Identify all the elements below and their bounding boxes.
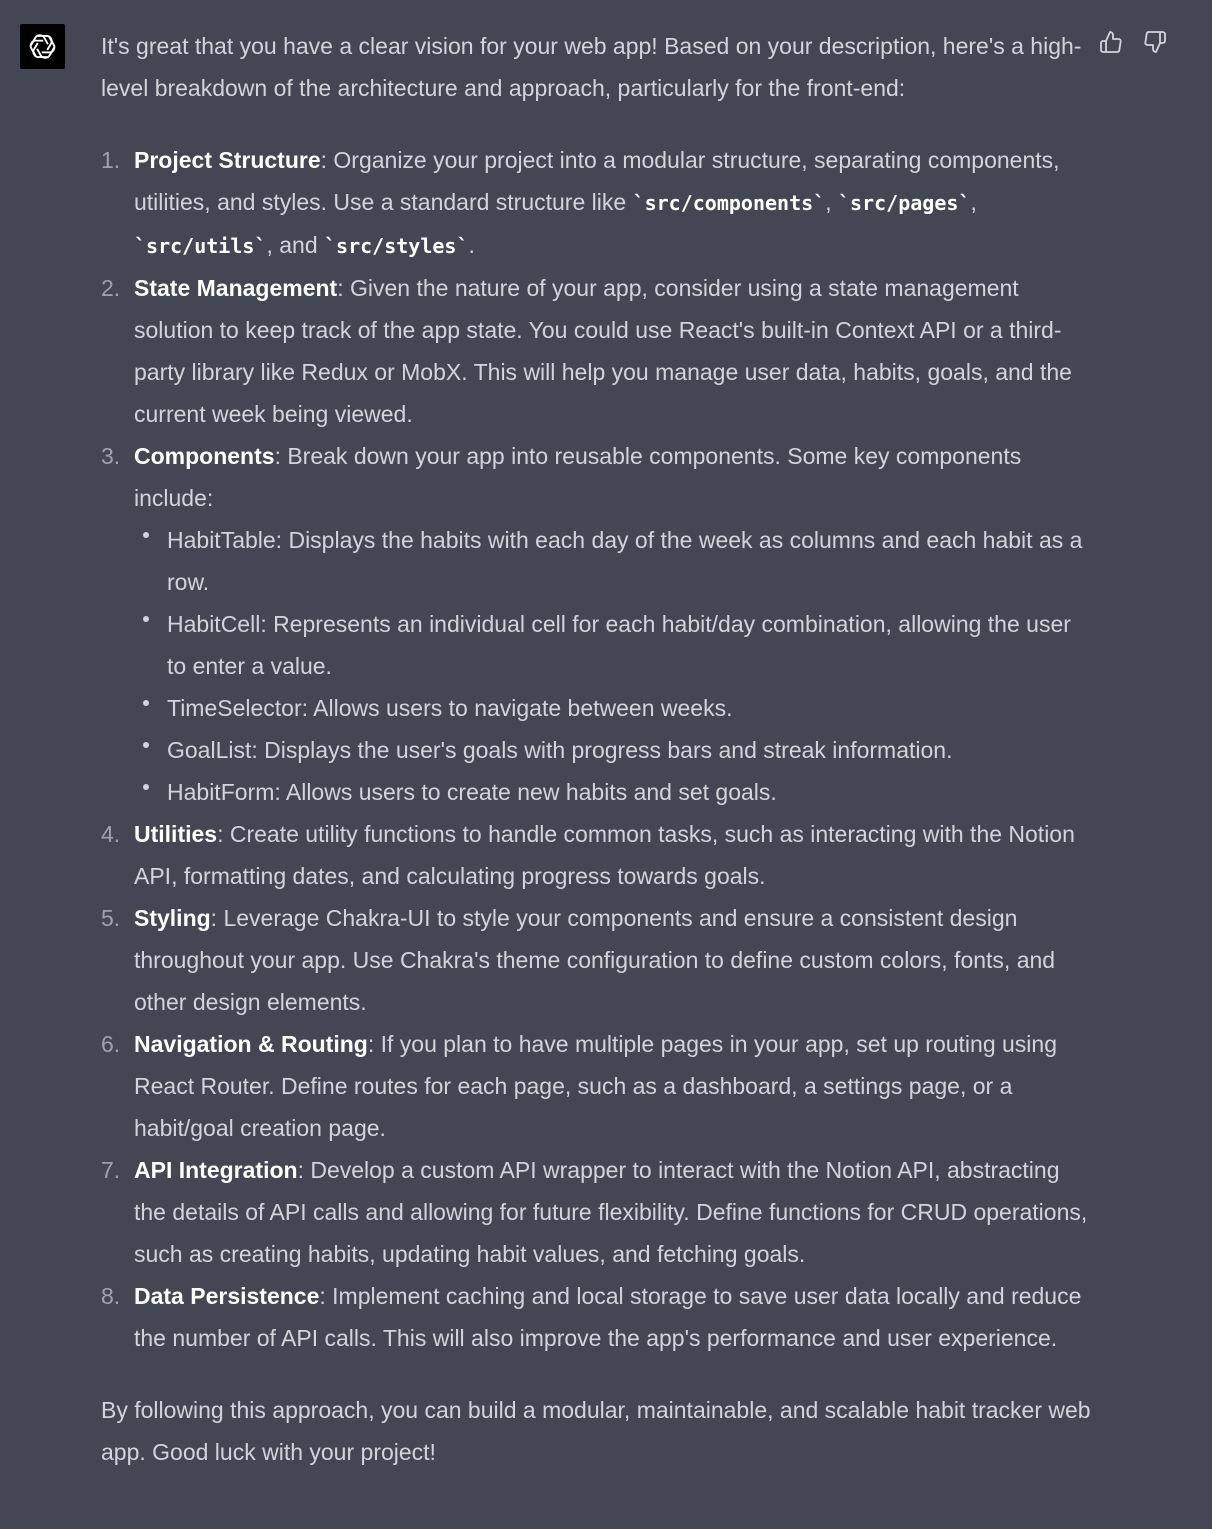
step-title: Utilities [134, 821, 218, 847]
inline-code: `src/styles` [324, 234, 469, 258]
thumbs-down-button[interactable] [1141, 28, 1169, 56]
inline-code: `src/pages` [838, 191, 971, 215]
step-text: , [970, 189, 977, 215]
step-text: , [825, 189, 838, 215]
step-text: : Create utility functions to handle common tasks, such as interacting with the Notion API, formatting dates, and calculating progress towards goals. [134, 821, 1075, 889]
step-title: Components [134, 443, 275, 469]
step-title: Styling [134, 905, 211, 931]
step-text: : Organize your project into a modular structure, separating components, utilities, and styles. Use a standard structure like [134, 147, 1060, 215]
step-text: : Break down your app into reusable components. Some key components include: [134, 443, 1022, 511]
feedback-buttons [1097, 28, 1169, 56]
list-number: 6. [101, 1031, 121, 1057]
thumbs-down-icon [1143, 30, 1167, 54]
assistant-avatar [20, 24, 65, 69]
list-number: 4. [101, 821, 121, 847]
step-title: Data Persistence [134, 1283, 320, 1309]
sublist-item: GoalList: Displays the user's goals with progress bars and streak information. [134, 729, 1091, 771]
sublist-item: TimeSelector: Allows users to navigate between weeks. [134, 687, 1091, 729]
step-text: : Leverage Chakra-UI to style your components and ensure a consistent design throughout your app. Use Chakra's theme configuration to define custom colors, fonts, and other design elements. [134, 905, 1056, 1015]
inline-code: `src/utils` [134, 234, 267, 258]
intro-paragraph: It's great that you have a clear vision for your web app! Based on your description, here's a high-level breakdown of the architecture and approach, particularly for the front-end: [101, 33, 1082, 101]
list-item [101, 813, 1091, 897]
steps-list [101, 139, 1091, 1359]
step-text: : Implement caching and local storage to save user data locally and reduce the number of API calls. This will also improve the app's performance and user experience. [134, 1283, 1082, 1351]
assistant-message [101, 25, 1091, 1473]
list-item [101, 1275, 1091, 1359]
step-title: API Integration [134, 1157, 298, 1183]
list-item [101, 1023, 1091, 1149]
list-item [101, 267, 1091, 435]
components-sublist [134, 519, 1091, 813]
step-text: , and [266, 232, 324, 258]
step-text: : Develop a custom API wrapper to interact with the Notion API, abstracting the details of API calls and allowing for future flexibility. Define functions for CRUD operations, such as creating habits, updating habit values, and fetching goals. [134, 1157, 1088, 1267]
list-number: 3. [101, 443, 121, 469]
thumbs-up-icon [1099, 30, 1123, 54]
list-number: 5. [101, 905, 121, 931]
sublist-item: HabitTable: Displays the habits with each day of the week as columns and each habit as a row. [134, 519, 1091, 603]
list-item [101, 897, 1091, 1023]
list-number: 8. [101, 1283, 121, 1309]
step-title: Project Structure [134, 147, 321, 173]
list-item [101, 1149, 1091, 1275]
step-text: . [468, 232, 475, 258]
list-item [101, 139, 1091, 267]
outro-paragraph: By following this approach, you can build a modular, maintainable, and scalable habit tracker web app. Good luck with your project! [101, 1397, 1091, 1465]
sublist-item: HabitCell: Represents an individual cell for each habit/day combination, allowing the user to enter a value. [134, 603, 1091, 687]
list-number: 2. [101, 275, 121, 301]
openai-logo-icon [26, 30, 59, 63]
sublist-item: HabitForm: Allows users to create new habits and set goals. [134, 771, 1091, 813]
inline-code: `src/components` [632, 191, 826, 215]
step-title: Navigation & Routing [134, 1031, 368, 1057]
step-title: State Management [134, 275, 338, 301]
list-item [101, 435, 1091, 813]
step-text: : If you plan to have multiple pages in your app, set up routing using React Router. Define routes for each page, such as a dashboard, a settings page, or a habit/goal creation page. [134, 1031, 1057, 1141]
thumbs-up-button[interactable] [1097, 28, 1125, 56]
step-text: : Given the nature of your app, consider using a state management solution to keep track of the app state. You could use React's built-in Context API or a third-party library like Redux or MobX. This will help you manage user data, habits, goals, and the current week being viewed. [134, 275, 1072, 427]
list-number: 7. [101, 1157, 121, 1183]
list-number: 1. [101, 147, 121, 173]
